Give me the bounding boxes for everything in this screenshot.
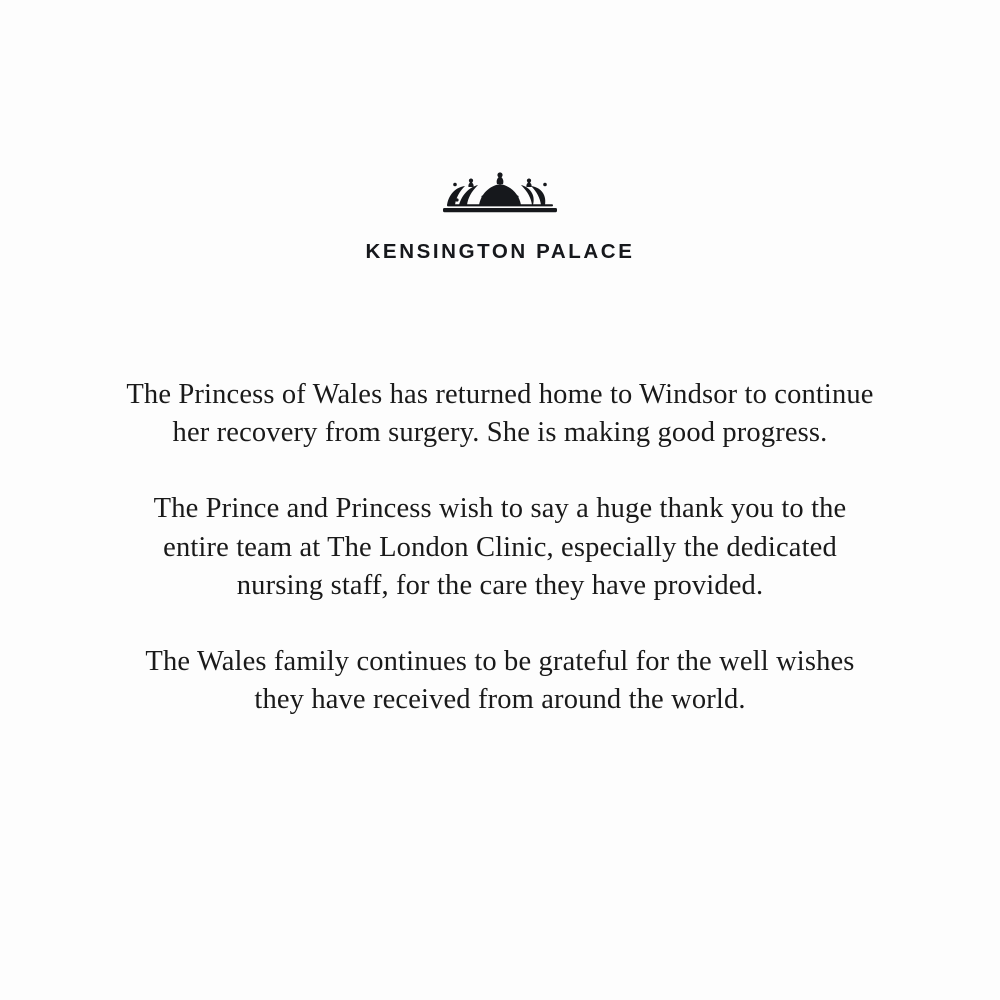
statement-paragraph: The Prince and Princess wish to say a huge thank you to the entire team at The London Clinic, especially the dedicated nursing staff, for the care they have provided. [153, 493, 847, 601]
statement-paragraph: The Princess of Wales has returned home to Windsor to continue her recovery from surgery. She is making good progress. [126, 379, 874, 449]
letterhead-title: KENSINGTON PALACE [365, 240, 635, 263]
statement-body [120, 376, 880, 719]
statement-paragraph: The Wales family continues to be grateful for the well wishes they have received from around the world. [145, 645, 855, 716]
crown-icon [435, 170, 565, 218]
